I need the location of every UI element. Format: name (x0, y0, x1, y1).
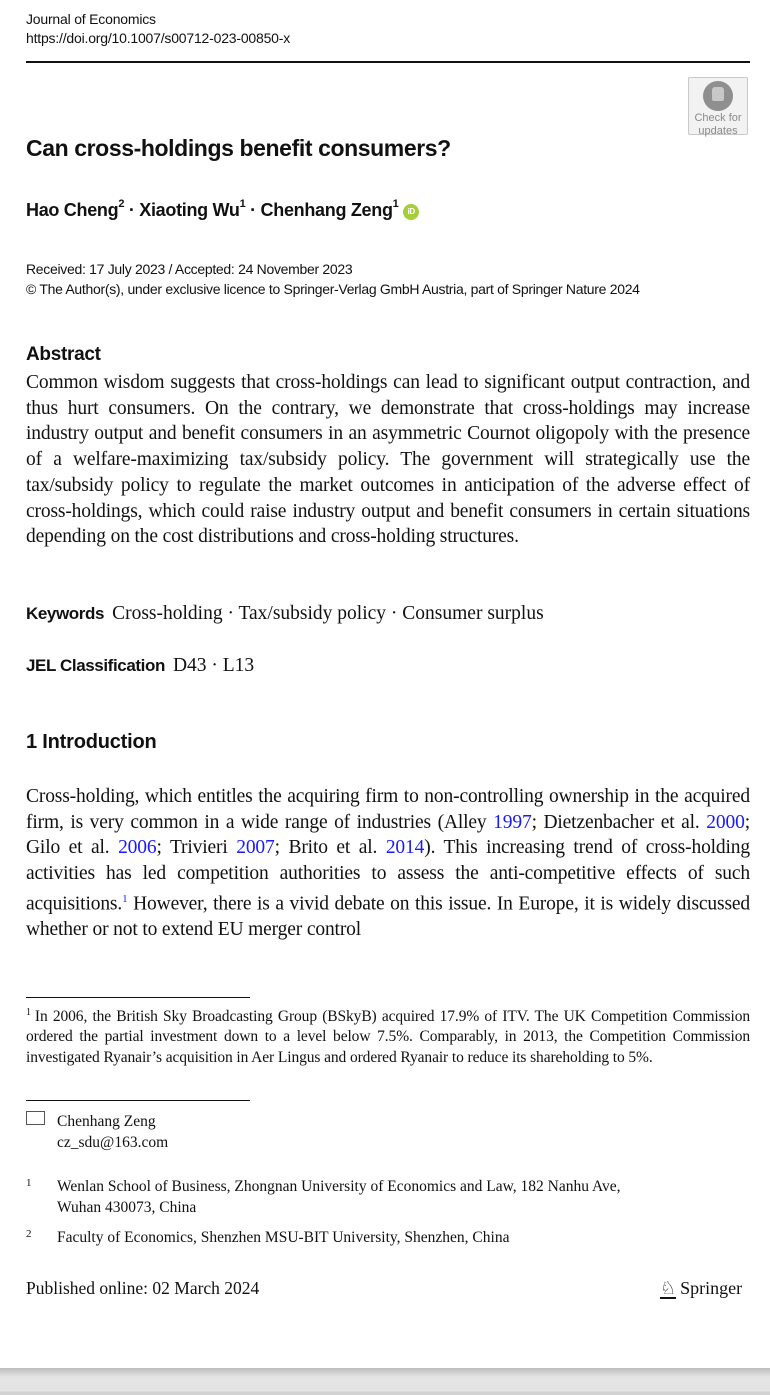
published-online: Published online: 02 March 2024 (26, 1278, 260, 1298)
updates-label: updates (698, 125, 738, 137)
check-for-updates-button[interactable] (688, 77, 748, 135)
keywords-value: Cross-holding · Tax/subsidy policy · Consumer surplus (112, 603, 544, 624)
affiliation-number: 2 (26, 1228, 32, 1240)
introduction-paragraph (26, 784, 750, 943)
crossmark-icon (703, 81, 733, 111)
header-rule (26, 61, 750, 63)
abstract-heading: Abstract (26, 344, 101, 365)
doi-link[interactable]: https://doi.org/10.1007/s00712-023-00850-x (26, 30, 291, 46)
publisher-name: Springer (680, 1278, 743, 1298)
text-run: ; Dietzenbacher et al. (531, 811, 707, 833)
springer-horse-icon: ♘ (660, 1278, 677, 1298)
envelope-icon (26, 1111, 45, 1125)
author-separator: · (245, 200, 261, 220)
check-for-label: Check for (694, 112, 742, 124)
footnote-text: In 2006, the British Sky Broadcasting Group (BSkyB) acquired 17.9% of ITV. The UK Competition Commission ordered the partial investment down to a level below 7.5%. Comparably, in 2013, the Competition Commission investigated Ryanair’s acquisition in Aer Lingus and ordered Ryanair to reduce its shareholding to 5%. (26, 1008, 750, 1066)
text-run: However, there is a vivid debate on this issue. In Europe, it is widely discussed whether or not to extend EU merger control (26, 893, 750, 941)
text-run: ; Gilo et al. (26, 811, 750, 859)
citation-link[interactable]: 2006 (118, 837, 157, 859)
orcid-icon[interactable]: iD (403, 204, 419, 220)
received-accepted: Received: 17 July 2023 / Accepted: 24 November 2023 (26, 261, 353, 277)
abstract-text: Common wisdom suggests that cross-holdings can lead to significant output contraction, and thus hurt consumers. On the contrary, we demonstrate that cross-holdings may increase industry output and benefit consumers in an asymmetric Cournot oligopoly with the presence of a welfare-maximizing tax/subsidy policy. The government will strategically use the tax/subsidy policy to regulate the market outcomes in anticipation of the adverse effect of cross-holdings, which could raise industry output and benefit consumers in certain situations depending on the cost distributions and cross-holding structures. (26, 372, 750, 548)
text-run: ; Trivieri (156, 837, 237, 859)
author-name: Hao Cheng (26, 200, 119, 220)
correspondence-rule (26, 1100, 250, 1101)
keywords-label: Keywords (26, 604, 105, 623)
correspondence (26, 1111, 168, 1153)
affiliation-1 (26, 1173, 621, 1218)
affiliation-text: Faculty of Economics, Shenzhen MSU-BIT University, Shenzhen, China (57, 1229, 510, 1246)
author-name: Xiaoting Wu (139, 200, 240, 220)
affiliation-text: Wuhan 430073, China (57, 1199, 197, 1216)
text-run: Cross-holding, which entitles the acquiring firm to non-controlling ownership in the acquired firm, is very common in a wide range of industries (Alley (26, 786, 750, 833)
citation-link[interactable]: 2000 (706, 811, 745, 833)
footnote-number: 1 (26, 1007, 31, 1018)
citation-link[interactable]: 2007 (236, 837, 275, 859)
journal-name: Journal of Economics (26, 11, 156, 27)
correspondent-email[interactable]: cz_sdu@163.com (57, 1134, 169, 1151)
author-affiliation-ref[interactable]: 1 (239, 198, 246, 210)
paper-title: Can cross-holdings benefit consumers? (26, 135, 451, 161)
affiliation-2 (26, 1224, 509, 1248)
springer-logo (660, 1278, 742, 1299)
footnote-rule (26, 997, 250, 998)
page-bottom-shadow (0, 1368, 770, 1395)
author-separator: · (124, 200, 140, 220)
citation-link[interactable]: 2014 (385, 837, 425, 859)
author-list (26, 200, 419, 221)
affiliation-number: 1 (26, 1177, 32, 1189)
journal-header (26, 10, 290, 48)
author-affiliation-ref[interactable]: 1 (392, 198, 399, 210)
affiliation-text: Wenlan School of Business, Zhongnan University of Economics and Law, 182 Nanhu Ave, (57, 1178, 621, 1195)
text-run: ). This increasing trend of cross-holding activities has led competition authorities to assess the anti-competitive effects of such acquisitions. (26, 837, 750, 915)
text-run: ; Brito et al. (274, 837, 386, 859)
correspondent-name: Chenhang Zeng (57, 1113, 156, 1130)
jel-value: D43 · L13 (172, 655, 255, 676)
jel-classification (26, 655, 254, 677)
footnote-1 (26, 1003, 750, 1068)
section-heading-introduction: 1 Introduction (26, 731, 157, 753)
author-name: Chenhang Zeng (260, 200, 393, 220)
footnote-ref[interactable]: 1 (122, 892, 128, 905)
keywords (26, 603, 544, 625)
citation-link[interactable]: 1997 (493, 811, 532, 833)
author-affiliation-ref[interactable]: 2 (118, 198, 125, 210)
jel-label: JEL Classification (26, 656, 165, 675)
article-dates (26, 259, 640, 299)
copyright-notice: © The Author(s), under exclusive licence to Springer-Verlag GmbH Austria, part of Springer Nature 2024 (26, 281, 640, 297)
